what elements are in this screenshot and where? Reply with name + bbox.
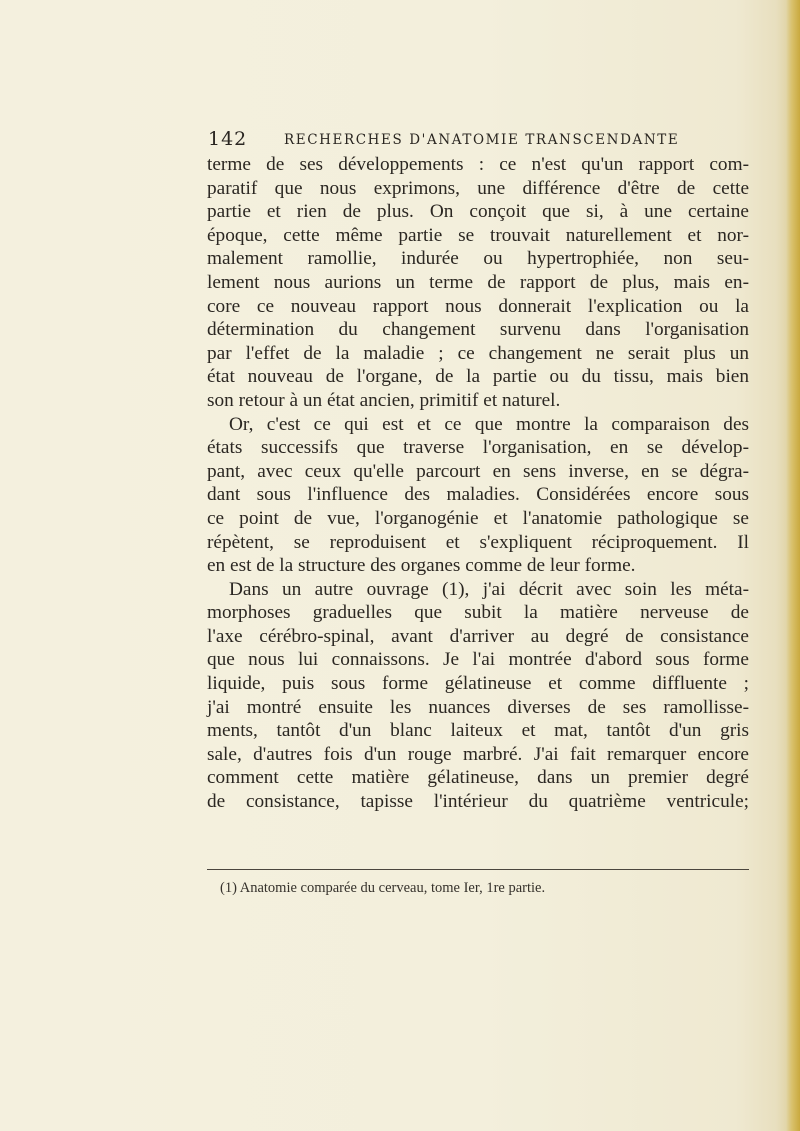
- text-line: répètent, se reproduisent et s'expliquent réciproquement. Il: [207, 531, 749, 553]
- text-line: paratif que nous exprimons, une différence d'être de cette: [207, 177, 749, 199]
- page-number: 142: [208, 128, 248, 150]
- text-line: lement nous aurions un terme de rapport de plus, mais en-: [207, 271, 749, 293]
- text-line: par l'effet de la maladie ; ce changement ne serait plus un: [207, 342, 749, 364]
- text-line: sale, d'autres fois d'un rouge marbré. J'ai fait remarquer encore: [207, 743, 749, 765]
- paragraph-end-line: son retour à un état ancien, primitif et naturel.: [207, 389, 561, 411]
- text-line: ce point de vue, l'organogénie et l'anatomie pathologique se: [207, 507, 749, 529]
- text-line: malement ramollie, indurée ou hypertrophiée, non seu-: [207, 248, 749, 270]
- text-line: états successifs que traverse l'organisation, en se dévelop-: [207, 437, 749, 459]
- text-line: dant sous l'influence des maladies. Considérées encore sous: [207, 484, 749, 506]
- running-title: RECHERCHES D'ANATOMIE TRANSCENDANTE: [284, 132, 680, 148]
- page-edge-binding: [786, 0, 800, 1131]
- text-line: comment cette matière gélatineuse, dans un premier degré: [207, 767, 749, 789]
- body-text: [207, 153, 749, 814]
- text-line: liquide, puis sous forme gélatineuse et comme diffluente ;: [207, 673, 749, 695]
- text-line: époque, cette même partie se trouvait naturellement et nor-: [207, 224, 749, 246]
- text-line: de consistance, tapisse l'intérieur du quatrième ventricule;: [207, 791, 749, 813]
- text-line: core ce nouveau rapport nous donnerait l'explication ou la: [207, 295, 749, 317]
- running-header: [208, 126, 748, 150]
- paragraph-start-line: Dans un autre ouvrage (1), j'ai décrit avec soin les méta-: [229, 578, 749, 600]
- footnote: (1) Anatomie comparée du cerveau, tome Ier, 1re partie.: [220, 880, 546, 896]
- text-line: terme de ses développements : ce n'est qu'un rapport com-: [207, 154, 749, 175]
- text-line: morphoses graduelles que subit la matière nerveuse de: [207, 602, 749, 624]
- text-line: que nous lui connaissons. Je l'ai montrée d'abord sous forme: [207, 649, 749, 671]
- footnote-divider: [207, 869, 749, 870]
- text-line: partie et rien de plus. On conçoit que si, à une certaine: [207, 201, 749, 223]
- text-line: pant, avec ceux qu'elle parcourt en sens inverse, en se dégra-: [207, 460, 749, 482]
- text-line: détermination du changement survenu dans l'organisation: [207, 319, 749, 341]
- text-line: j'ai montré ensuite les nuances diverses de ses ramollisse-: [207, 696, 749, 718]
- text-line: l'axe cérébro-spinal, avant d'arriver au degré de consistance: [207, 625, 749, 647]
- text-line: état nouveau de l'organe, de la partie ou du tissu, mais bien: [207, 366, 749, 388]
- paragraph-end-line: en est de la structure des organes comme de leur forme.: [207, 555, 636, 577]
- paragraph-start-line: Or, c'est ce qui est et ce que montre la comparaison des: [229, 413, 749, 435]
- text-line: ments, tantôt d'un blanc laiteux et mat, tantôt d'un gris: [207, 720, 749, 742]
